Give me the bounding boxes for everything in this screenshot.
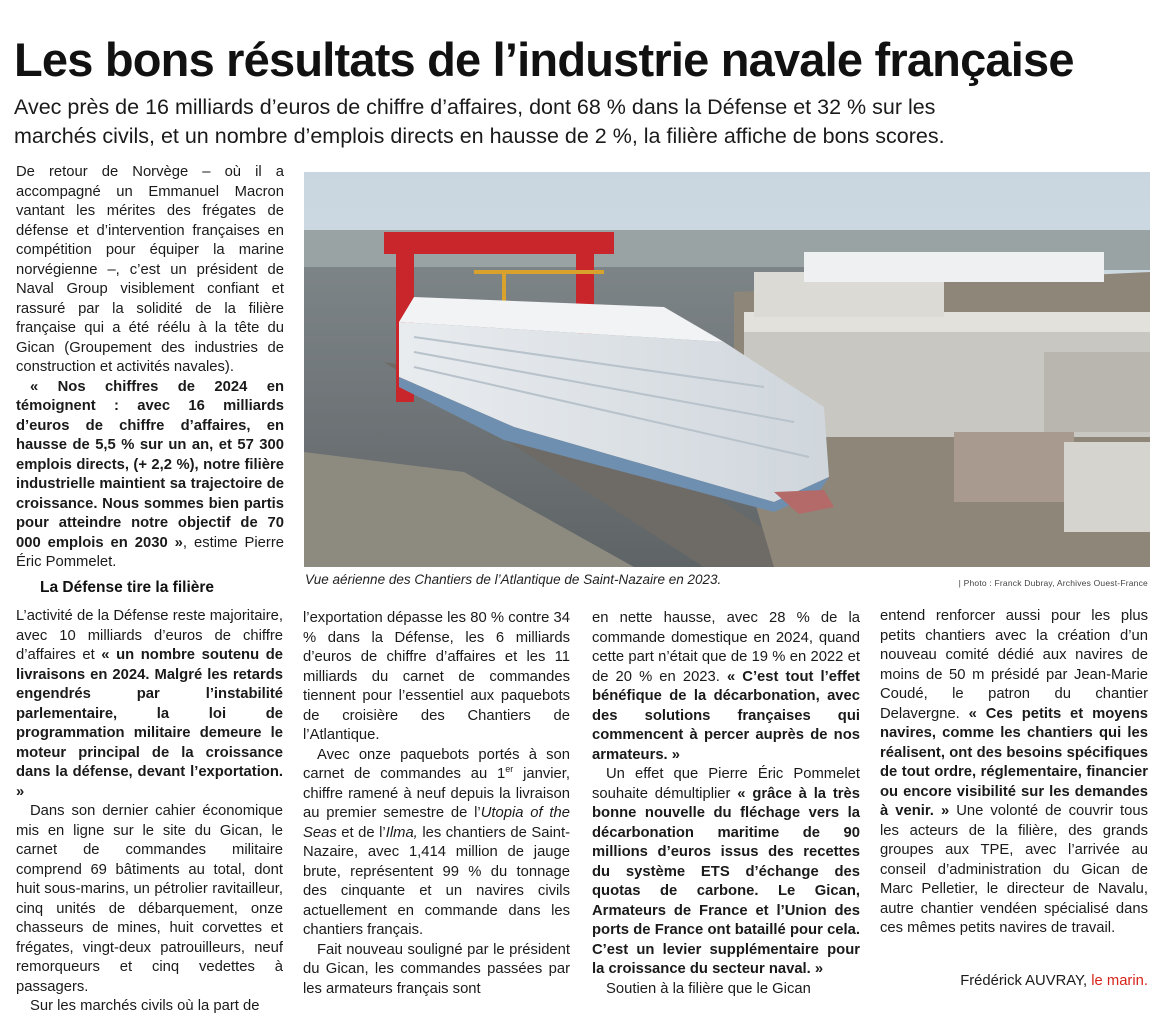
building: [1044, 352, 1150, 432]
quote: « un nombre soutenu de livraisons en 2024. Malgré les retards engendrés par l’instabilité parlementaire, la loi de programmation militaire demeure le moteur principal de la croissance dans la défense, devant l’exportation. »: [16, 647, 283, 800]
column-1: [16, 607, 283, 1017]
paragraph: Soutien à la filière que le Gican: [606, 980, 811, 997]
moored-cruise-ship: [804, 252, 1104, 282]
photo-caption: Vue aérienne des Chantiers de l’Atlantique de Saint-Nazaire en 2023.: [305, 572, 722, 587]
text: Une volonté de couvrir tous les acteurs de la filière, des grands groupes aux TPE, avec l’arrivée au conseil d’administration du Gican de Marc Pelletier, le directeur de Navalu, autre chantier vendéen spécialisé dans ces mêmes petits navires de travail.: [880, 803, 1149, 936]
quote: « grâce à la très bonne nouvelle du fléchage vers la décarbonation maritime de 90 millions d’euros issus des recettes du système ETS d’échange des quotas de carbone. Le Gican, Armateurs de France et l’Union des ports de France ont bataillé pour cela. C’est un levier supplémentaire pour la croissance du secteur naval. »: [592, 785, 861, 977]
text: entend renforcer aussi pour les plus petits chantiers avec la création d’un nouveau comité dédié aux navires de moins de 50 m présidé par Jean-Marie Coudé, le patron du chantier Delavergne.: [880, 608, 1148, 722]
publication-name: le marin.: [1091, 973, 1148, 989]
superscript: er: [505, 764, 514, 775]
paragraph: [16, 607, 283, 802]
paragraph: Fait nouveau souligné par le président du Gican, les commandes passées par les armateurs français sont: [303, 941, 570, 997]
standfirst: Avec près de 16 milliards d’euros de chiffre d’affaires, dont 68 % dans la Défense et 32 % sur les marchés civils, et un nombre d’emplois directs en hausse de 2 %, la filière affiche de bons scores.: [14, 95, 945, 148]
paragraph: [16, 378, 284, 573]
building-block: [954, 432, 1074, 502]
column-2: [303, 609, 570, 999]
storage-tank: [1064, 442, 1150, 532]
text: en nette hausse, avec 28 % de la commande domestique en 2024, quand cette part n’était que de 19 % en 2022 et de 20 % en 2023.: [592, 610, 860, 685]
gantry-crane-beam: [384, 232, 614, 254]
paragraph: [592, 765, 860, 980]
photo-credit: | Photo : Franck Dubray, Archives Ouest-France: [958, 578, 1148, 588]
quote: « Ces petits et moyens navires, comme les chantiers qui les réalisent, ont des besoins spécifiques de tout ordre, réglementaire, financier ou encore visibilité sur les demandes à venir. »: [880, 705, 1148, 819]
text: , estime Pierre Éric Pommelet.: [16, 534, 284, 570]
paragraph: l’exportation dépasse les 80 % contre 34 % dans la Défense, les 6 milliards d’euros de chiffre d’affaires et les 11 milliards du carnet de commandes tiennent pour l’essentiel aux paquebots de croisière des Chantiers de l’Atlantique.: [303, 610, 570, 743]
paragraph: Sur les marchés civils où la part de: [30, 998, 260, 1014]
paragraph: [303, 746, 570, 941]
quote: « C’est tout l’effet bénéfique de la décarbonation, avec des solutions françaises qui commencent à percer auprès de nos armateurs. »: [592, 668, 860, 763]
text: janvier, chiffre ramené à neuf depuis la livraison au premier semestre de l’: [303, 766, 570, 821]
ship-name: Ilma,: [385, 824, 418, 841]
column-1-intro: [16, 163, 284, 573]
paragraph: [880, 607, 1148, 939]
paragraph: De retour de Norvège – où il a accompagné un Emmanuel Macron vantant les mérites des frégates de défense et d’intervention françaises en compétition pour équiper la marine norvégienne –, c’est un président de Naval Group visiblement confiant et rassuré par la solidité de la filière française qui a été réélu à la tête du Gican (Groupement des industries de construction et activités navales).: [16, 164, 284, 375]
column-3: [592, 609, 860, 999]
quote: « Nos chiffres de 2024 en témoignent : avec 16 milliards d’euros de chiffre d’affaires, en hausse de 5,5 % sur un an, et 57 300 emplois directs, (+ 2,2 %), notre filière industrielle maintient sa trajectoire de croissance. Nous sommes bien partis pour atteindre notre objectif de 70 000 emplois en 2030 »: [16, 378, 284, 551]
paragraph: Dans son dernier cahier économique mis en ligne sur le site du Gican, le carnet de commandes militaire comprend 69 bâtiments au total, dont huit sous-marins, un pétrolier ravitailleur, cinq unités de débarquement, onze chasseurs de mines, huit corvettes et frégates, vingt-deux patrouilleurs, neuf remorqueurs et cinq vedettes à passagers.: [16, 803, 283, 995]
paragraph: [592, 609, 860, 765]
headline: Les bons résultats de l’industrie navale française: [14, 33, 1074, 86]
byline: [880, 973, 1148, 989]
column-4: [880, 607, 1148, 939]
text: Un effet que Pierre Éric Pommelet souhaite démultiplier: [592, 766, 860, 802]
text: Avec onze paquebots portés à son carnet de commandes au 1: [303, 746, 570, 782]
text: les chantiers de Saint-Nazaire, avec 1,414 million de jauge brute, représentent 99 % du tonnage des cinquante et un navires civils actuellement en commande dans les chantiers français.: [303, 824, 570, 938]
shipyard-aerial-photo: [304, 172, 1150, 567]
author: Frédérick AUVRAY,: [960, 973, 1092, 989]
ship-name: Utopia of the Seas: [303, 805, 570, 841]
subheading: La Défense tire la filière: [40, 579, 215, 596]
text: et de l’: [336, 824, 386, 841]
text: L’activité de la Défense reste majoritaire, avec 10 milliards d’euros de chiffre d’affaires et: [16, 608, 283, 663]
